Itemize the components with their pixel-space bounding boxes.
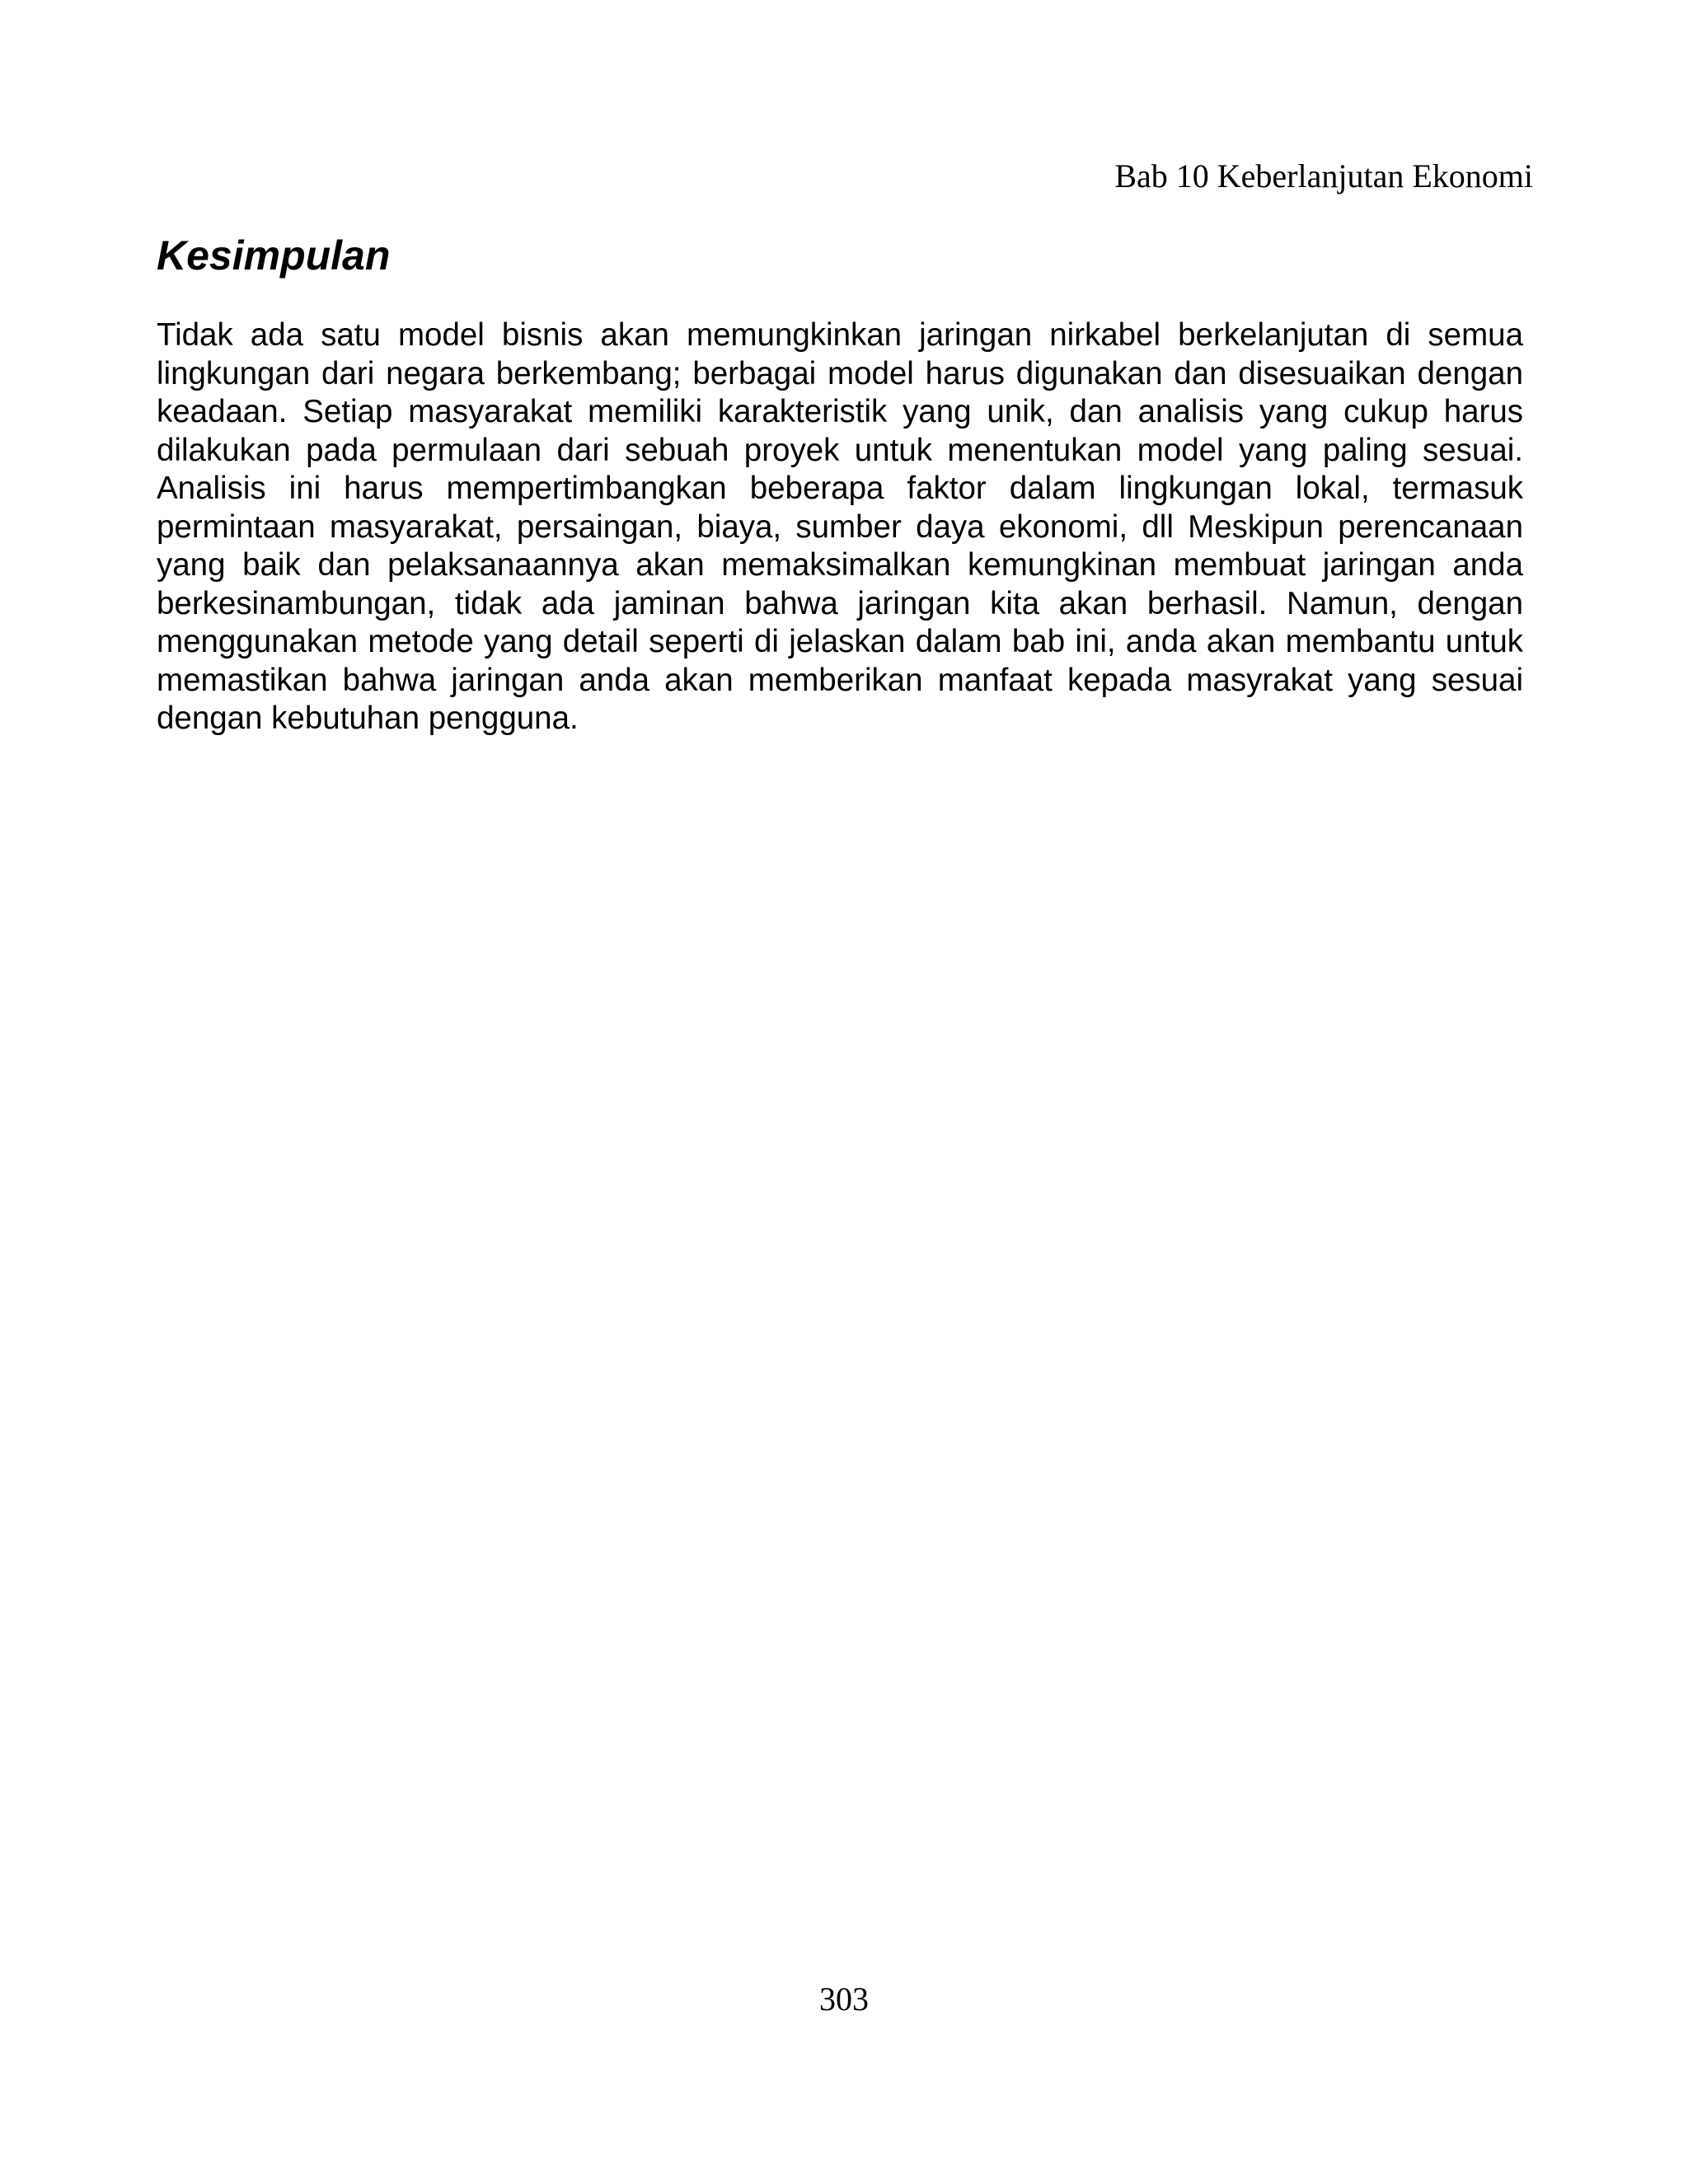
running-header: Bab 10 Keberlanjutan Ekonomi — [1114, 157, 1533, 194]
body-paragraph: Tidak ada satu model bisnis akan memungkinkan jaringan nirkabel berkelanjutan di semua lingkungan dari negara berkembang; berbagai model harus digunakan dan disesuaikan dengan keadaan. Setiap masyarakat memiliki karakteristik yang unik, dan analisis yang cukup harus dilakukan pada permulaan dari sebuah proyek untuk menentukan model yang paling sesuai. Analisis ini harus mempertimbangkan beberapa faktor dalam lingkungan lokal, termasuk permintaan masyarakat, persaingan, biaya, sumber daya ekonomi, dll Meskipun perencanaan yang baik dan pelaksanaannya akan memaksimalkan kemungkinan membuat jaringan anda berkesinambungan, tidak ada jaminan bahwa jaringan kita akan berhasil. Namun, dengan menggunakan metode yang detail seperti di jelaskan dalam bab ini, anda akan membantu untuk memastikan bahwa jaringan anda akan memberikan manfaat kepada masyrakat yang sesuai dengan kebutuhan pengguna. — [157, 317, 1523, 736]
page-number: 303 — [819, 1980, 869, 2018]
section-title: Kesimpulan — [157, 232, 391, 279]
